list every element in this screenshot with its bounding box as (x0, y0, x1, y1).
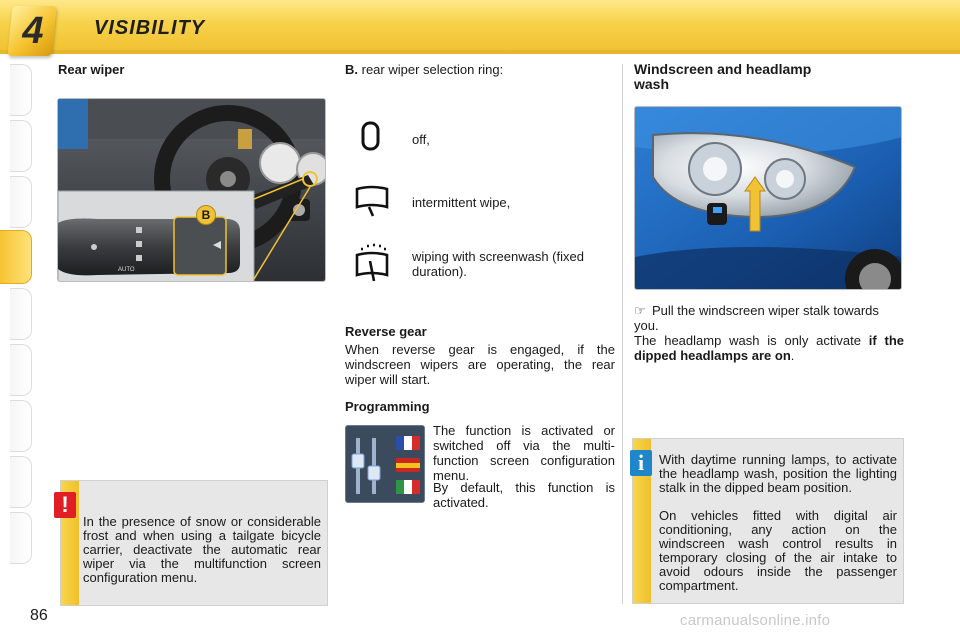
side-tab[interactable] (10, 288, 32, 340)
side-tab[interactable] (10, 400, 32, 452)
page-title: VISIBILITY (94, 17, 206, 39)
wiper-stalk-dashboard-photo (57, 98, 326, 282)
reverse-gear-title: Reverse gear (345, 324, 427, 339)
side-tab[interactable] (10, 64, 32, 116)
wiper-off-icon (355, 120, 389, 154)
headlamp-note (634, 333, 904, 363)
programming-text-1: The function is activated or switched off via the multi-function screen configuration menu. (433, 423, 615, 483)
rear-wiper-title: Rear wiper (58, 62, 125, 77)
info-note-text-1: With daytime running lamps, to activate the headlamp wash, position the lighting stalk in the dipped beam position. (659, 452, 897, 495)
info-icon: i (630, 450, 652, 476)
side-tab[interactable] (10, 176, 32, 228)
symbol-row-off (355, 120, 620, 160)
symbol-label-screenwash-line2: duration). (412, 264, 467, 279)
warning-icon: ! (54, 492, 76, 518)
windscreen-wash-title-line2: wash (634, 76, 670, 92)
side-tab[interactable] (10, 344, 32, 396)
windscreen-wash-title-line1: Windscreen and headlamp (634, 61, 812, 77)
wash-instruction-text: Pull the windscreen wiper stalk towards you. (634, 303, 879, 333)
symbol-row-screenwash (355, 243, 620, 287)
page-number: 86 (30, 607, 48, 624)
chapter-number: 4 (22, 10, 44, 52)
ring-label-rest: rear wiper selection ring: (358, 62, 504, 77)
warning-note-text: In the presence of snow or considerable frost and when using a tailgate bicycle carrier, deactivate the automatic rear wiper via the multifunction screen configuration menu. (83, 514, 321, 585)
headlamp-note-prefix: The headlamp wash is only activate (634, 333, 869, 348)
programming-title: Programming (345, 399, 430, 414)
side-tab[interactable] (10, 512, 32, 564)
symbol-label-intermittent: intermittent wipe, (412, 195, 511, 210)
side-tab[interactable] (10, 456, 32, 508)
headlamp-note-suffix: . (790, 348, 795, 363)
headlamp-note-bold: if the dipped headlamps are on (634, 333, 904, 363)
symbol-label-screenwash (412, 249, 584, 279)
info-note-text-2: On vehicles fitted with digital air conditioning, any action on the windscreen wash control results in temporary closing of the air intake to avoid odours inside the passenger compartment. (659, 508, 897, 593)
wash-instruction (634, 303, 904, 333)
symbol-row-intermittent (355, 185, 620, 225)
headlamp-washer-photo (634, 106, 902, 290)
programming-text-2: By default, this function is activated. (433, 480, 615, 510)
watermark: carmanualsonline.info (680, 612, 831, 629)
ring-label-letter: B. (345, 62, 358, 77)
ring-label (345, 62, 615, 77)
windscreen-wash-title (634, 62, 894, 92)
side-tab[interactable] (10, 120, 32, 172)
callout-b-marker (196, 205, 216, 225)
header-strip (0, 50, 960, 54)
warning-note-box (60, 480, 328, 606)
callout-b-label: B (201, 208, 211, 222)
column-divider (622, 64, 623, 604)
wiper-screenwash-icon (355, 243, 389, 283)
svg-text:AUTO: AUTO (118, 267, 135, 273)
configuration-menu-icon (345, 425, 425, 503)
side-tab-active[interactable] (0, 230, 32, 284)
reverse-gear-text: When reverse gear is engaged, if the windscreen wipers are operating, the rear wiper will start. (345, 342, 615, 387)
symbol-label-off: off, (412, 132, 430, 147)
info-note-box (632, 438, 904, 604)
pointing-hand-icon: ☞ (634, 303, 646, 318)
symbol-label-screenwash-line1: wiping with screenwash (fixed (412, 249, 584, 264)
wiper-intermittent-icon (355, 185, 389, 219)
